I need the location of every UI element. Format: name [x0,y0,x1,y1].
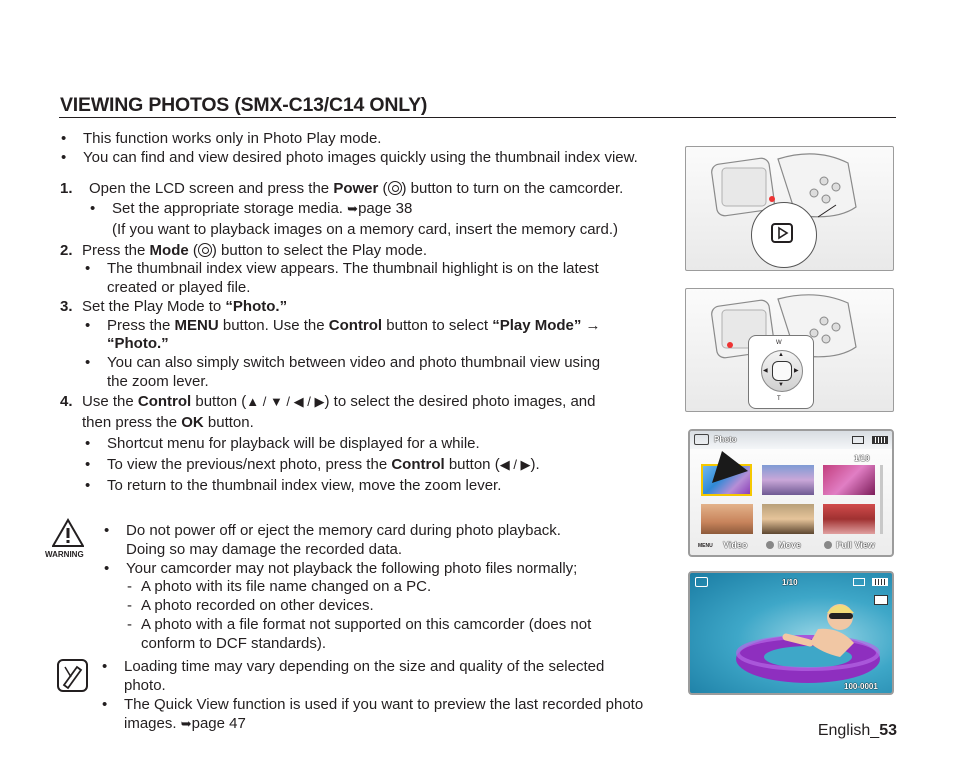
photo-image [690,573,892,693]
file-number: 100-0001 [844,682,878,691]
photo-counter: 1/10 [854,454,870,463]
step-2-text: Press the Mode ( ) button to select the Play mode. [82,242,427,259]
page-title: VIEWING PHOTOS (SMX-C13/C14 ONLY) [60,94,428,116]
step-1-bullet: • Set the appropriate storage media. ➥page 38 [112,199,412,218]
left-arrow-icon: ◀ [763,368,768,374]
battery-icon [872,578,888,586]
card-icon [852,436,864,444]
play-button-zoom [751,202,817,268]
warning-dash-3-line-1: - A photo with a file format not supported on this camcorder (does not [141,615,591,634]
step-4-bullet-2: • To view the previous/next photo, press the Control button (◀ / ▶). [107,455,540,474]
photo-mode-icon [694,434,709,445]
footer-language: English_ [817,722,880,739]
page-ref: page 38 [358,200,413,217]
thumbnail-index-screen [688,429,894,557]
control-arrows-icon: ▲ / ▼ / ◀ / ▶ [246,394,325,409]
zoom-w-label: W [776,340,782,346]
page-number: 53 [879,722,897,739]
step-3-text: Set the Play Mode to “Photo.” [82,298,288,315]
step-4-text-cont: then press the OK button. [82,414,254,431]
warning-bullet-1-line-1: • Do not power off or eject the memory card during photo playback. [126,521,561,540]
step-1-text: Open the LCD screen and press the Power ( ) button to turn on the camcorder. [89,180,624,197]
mode-icon [198,243,212,257]
card-icon [853,578,865,586]
step-3-bullet-2-line-2: the zoom lever. [107,373,209,390]
warning-bullet-1-line-2: Doing so may damage the recorded data. [126,541,402,558]
power-icon [388,181,402,195]
thumbnail-4[interactable] [701,504,753,534]
warning-dash-1: - A photo with its file name changed on a PC. [141,577,431,596]
left-right-arrows-icon: ◀ / ▶ [499,457,531,472]
full-view-shortcut[interactable]: Full View [836,540,875,550]
note-bullet-1-line-2: photo. [124,677,166,694]
menu-key-icon: MENU [698,543,713,549]
control-pad [761,350,803,392]
right-arrow-icon: ▶ [794,368,799,374]
move-shortcut[interactable]: Move [778,540,802,550]
step-3-bullet-1-cont: “Photo.” [107,335,169,352]
step-1-note: (If you want to playback images on a memory card, insert the memory card.) [112,221,619,238]
note-icon [57,659,88,692]
warning-bullet-2: • Your camcorder may not playback the following photo files normally; [126,559,577,578]
page-footer [818,722,897,740]
up-arrow-icon: ▲ [778,352,784,358]
warning-dash-3-line-2: conform to DCF standards). [141,635,327,652]
thumbnail-5[interactable] [762,504,814,534]
step-1-number: 1. [60,180,73,197]
title-rule [59,117,896,118]
control-pad-zoom [748,335,814,409]
page-ref-arrow-icon: ➥ [180,716,192,731]
photo-counter: 1/10 [782,578,798,587]
full-photo-screen [688,571,894,695]
intro-bullet-2: • You can find and view desired photo images quickly using the thumbnail index view. [83,148,638,167]
step-4-bullet-3: • To return to the thumbnail index view, move the zoom lever. [107,476,501,495]
selection-pointer-icon [708,447,750,487]
step-4-number: 4. [60,393,73,410]
zoom-t-label: T [777,396,781,402]
step-3-number: 3. [60,298,73,315]
step-2-bullet-line-2: created or played file. [107,279,251,296]
photo-mode-icon [695,577,708,587]
warning-icon [52,518,84,548]
thumbnail-3[interactable] [823,465,875,495]
warning-label: WARNING [45,550,84,559]
note-bullet-2-line-1: • The Quick View function is used if you want to preview the last recorded photo [124,695,643,714]
battery-icon [872,436,888,444]
mode-label: Photo [714,435,737,444]
step-3-bullet-1: • Press the MENU button. Use the Control button to select “Play Mode” → [107,316,601,335]
scrollbar[interactable] [880,465,883,534]
video-shortcut[interactable]: Video [723,540,748,550]
step-2-bullet-line-1: • The thumbnail index view appears. The thumbnail highlight is on the latest [107,259,599,278]
page-ref-arrow-icon: ➥ [347,201,359,216]
ok-control-icon [824,541,832,549]
page-ref: page 47 [191,715,246,732]
warning-dash-2: - A photo recorded on other devices. [141,596,374,615]
resolution-icon [874,595,888,605]
step-2-number: 2. [60,242,73,259]
camcorder-control-illustration [685,288,894,412]
play-icon [771,223,793,243]
step-4-bullet-1: • Shortcut menu for playback will be displayed for a while. [107,434,480,453]
step-3-bullet-2-line-1: • You can also simply switch between video and photo thumbnail view using [107,353,600,372]
step-4-text: Use the Control button (▲ / ▼ / ◀ / ▶) to select the desired photo images, and [82,393,596,410]
note-bullet-2-line-2: images. ➥page 47 [124,715,246,732]
camcorder-power-illustration [685,146,894,271]
note-bullet-1-line-1: • Loading time may vary depending on the size and quality of the selected [124,657,604,676]
intro-bullet-1: • This function works only in Photo Play mode. [83,129,381,148]
thumbnail-6[interactable] [823,504,875,534]
thumbnail-2[interactable] [762,465,814,495]
down-arrow-icon: ▼ [778,382,784,388]
ok-button-icon [772,361,792,381]
move-control-icon [766,541,774,549]
